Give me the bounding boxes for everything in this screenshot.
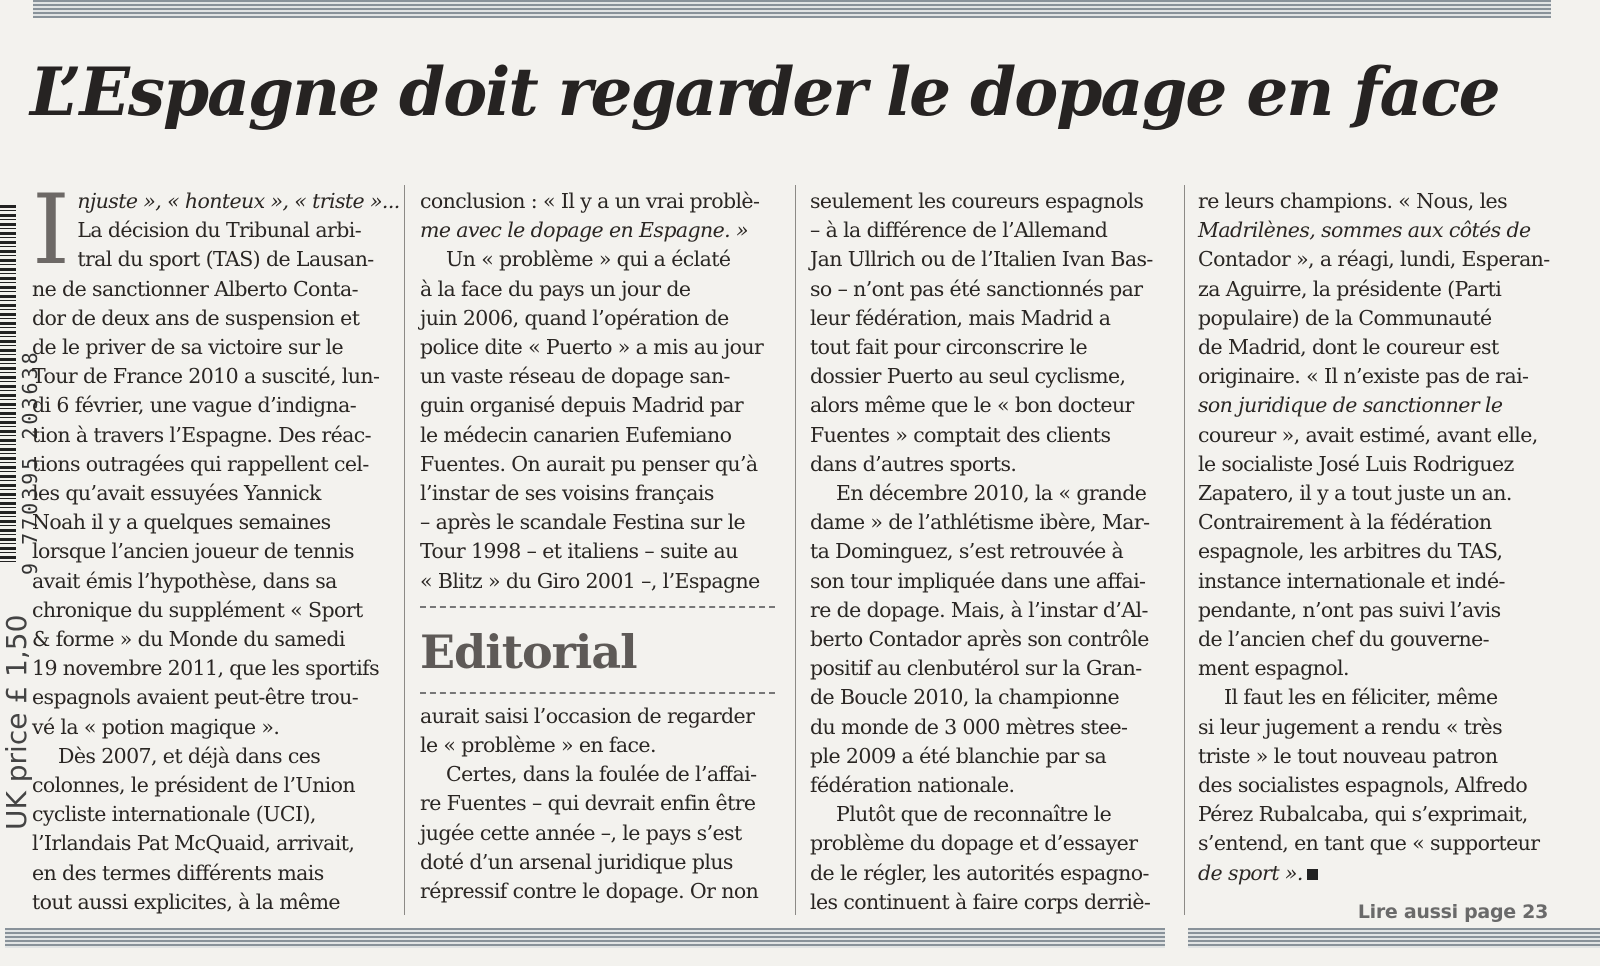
column-divider xyxy=(1184,185,1185,915)
text-line: juin 2006, quand l’opération de xyxy=(420,305,729,330)
dashed-separator xyxy=(420,692,775,694)
text-line: s’entend, en tant que « supporteur xyxy=(1198,831,1540,856)
text-line: Il faut les en féliciter, même xyxy=(1224,685,1498,710)
text-line: di 6 février, une vague d’indigna- xyxy=(32,393,357,418)
text-line: Dès 2007, et déjà dans ces xyxy=(58,743,321,768)
text-line: chronique du supplément « Sport xyxy=(32,597,363,622)
text-line: coureur », avait estimé, avant elle, xyxy=(1198,422,1538,447)
text-line: positif au clenbutérol sur la Gran- xyxy=(810,656,1142,681)
text-line: re de dopage. Mais, à l’instar d’Al- xyxy=(810,597,1148,622)
text-line: son tour impliquée dans une affai- xyxy=(810,568,1146,593)
text-line: fédération nationale. xyxy=(810,773,1015,798)
text-line: Tour 1998 – et italiens – suite au xyxy=(420,539,738,564)
text-line: La décision du Tribunal arbi- xyxy=(77,218,362,243)
text-line: triste » le tout nouveau patron xyxy=(1198,743,1498,768)
text-line: les qu’avait essuyées Yannick xyxy=(32,481,321,506)
text-line: dossier Puerto au seul cyclisme, xyxy=(810,364,1126,389)
text-line: colonnes, le président de l’Union xyxy=(32,773,355,798)
text-line: tral du sport (TAS) de Lausan- xyxy=(77,247,374,272)
barcode xyxy=(0,195,42,575)
text-line: jugée cette année –, le pays s’est xyxy=(420,820,742,845)
barcode-bars xyxy=(0,205,16,565)
text-line: Un « problème » qui a éclaté xyxy=(446,247,731,272)
text-line: Certes, dans la foulée de l’affai- xyxy=(446,762,757,787)
text-line: l’instar de ses voisins français xyxy=(420,481,714,506)
text-line: espagnols avaient peut-être trou- xyxy=(32,685,359,710)
paragraph xyxy=(420,702,770,760)
article-column-2 xyxy=(420,187,770,906)
text-line: Zapatero, il y a tout juste un an. xyxy=(1198,481,1512,506)
text-line: espagnole, les arbitres du TAS, xyxy=(1198,539,1503,564)
text-line: En décembre 2010, la « grande xyxy=(836,481,1147,506)
text-line: du monde de 3 000 mètres stee- xyxy=(810,714,1128,739)
see-also-link[interactable]: Lire aussi page 23 xyxy=(1357,900,1548,923)
paragraph xyxy=(810,479,1160,800)
text-line: le « problème » en face. xyxy=(420,733,656,758)
text-line: berto Contador après son contrôle xyxy=(810,627,1149,652)
text-line: de Boucle 2010, la championne xyxy=(810,685,1120,710)
paragraph xyxy=(810,800,1160,917)
text-line: les continuent à faire corps derriè- xyxy=(810,889,1151,914)
text-line: problème du dopage et d’essayer xyxy=(810,831,1138,856)
text-line: le médecin canarien Eufemiano xyxy=(420,422,732,447)
text-line: vé la « potion magique ». xyxy=(32,714,280,739)
text-line: seulement les coureurs espagnols xyxy=(810,189,1144,213)
text-line: lorsque l’ancien joueur de tennis xyxy=(32,539,354,564)
text-line: un vaste réseau de dopage san- xyxy=(420,364,730,389)
text-line: – à la différence de l’Allemand xyxy=(810,218,1108,243)
paragraph xyxy=(810,187,1160,479)
text-fragment: de sport ». xyxy=(1198,860,1303,885)
text-line: son juridique de sanctionner le xyxy=(1198,393,1503,418)
paragraph xyxy=(420,245,770,595)
text-line: me avec le dopage en Espagne. » xyxy=(420,218,748,243)
text-line: conclusion : « Il y a un vrai problè- xyxy=(420,189,760,213)
text-line: & forme » du Monde du samedi xyxy=(32,627,345,652)
article-column-4 xyxy=(1198,187,1548,927)
text-line: doté d’un arsenal juridique plus xyxy=(420,849,733,874)
article-column-3 xyxy=(810,187,1160,917)
top-rule-bar xyxy=(33,0,1551,18)
article-column-1 xyxy=(32,174,400,917)
headline: L’Espagne doit regarder le dopage en face xyxy=(30,53,1499,131)
text-line: ment espagnol. xyxy=(1198,656,1349,681)
text-line: si leur jugement a rendu « très xyxy=(1198,714,1503,739)
text-line: leur fédération, mais Madrid a xyxy=(810,305,1111,330)
text-line: re Fuentes – qui devrait enfin être xyxy=(420,791,756,816)
text-line: Tour de France 2010 a suscité, lun- xyxy=(32,364,380,389)
text-line: Pérez Rubalcaba, qui s’exprimait, xyxy=(1198,802,1528,827)
text-line: originaire. « Il n’existe pas de rai- xyxy=(1198,364,1529,389)
text-line: Plutôt que de reconnaître le xyxy=(836,802,1112,827)
bottom-rule-bar xyxy=(5,928,1165,948)
paragraph xyxy=(1198,187,1548,683)
text-line: Contador », a réagi, lundi, Esperan- xyxy=(1198,247,1550,272)
text-line: Contrairement à la fédération xyxy=(1198,510,1492,535)
end-of-article-mark-icon xyxy=(1307,869,1318,880)
text-line: aurait saisi l’occasion de regarder xyxy=(420,703,755,728)
text-line: de le régler, les autorités espagno- xyxy=(810,860,1149,885)
text-line: ta Dominguez, s’est retrouvée à xyxy=(810,539,1124,564)
section-title: Editorial xyxy=(420,624,637,679)
text-line: le socialiste José Luis Rodriguez xyxy=(1198,451,1514,476)
bottom-rule-bar xyxy=(1188,928,1600,948)
text-line: so – n’ont pas été sanctionnés par xyxy=(810,276,1143,301)
text-line: dans d’autres sports. xyxy=(810,451,1017,476)
text-line: dor de deux ans de suspension et xyxy=(32,305,360,330)
text-line: za Aguirre, la présidente (Parti xyxy=(1198,276,1502,301)
text-line: tions outragées qui rappellent cel- xyxy=(32,451,369,476)
column-divider xyxy=(795,185,796,915)
text-line: de le priver de sa victoire sur le xyxy=(32,335,344,360)
text-line: tion à travers l’Espagne. Des réac- xyxy=(32,422,371,447)
text-line: dame » de l’athlétisme ibère, Mar- xyxy=(810,510,1150,535)
text-line: Madrilènes, sommes aux côtés de xyxy=(1198,218,1531,243)
text-line: re leurs champions. « Nous, les xyxy=(1198,189,1507,213)
text-line: Fuentes » comptait des clients xyxy=(810,422,1111,447)
text-line: njuste », « honteux », « triste »... xyxy=(77,189,400,213)
text-line: – après le scandale Festina sur le xyxy=(420,510,746,535)
text-line: de Madrid, dont le coureur est xyxy=(1198,335,1499,360)
text-line: tout fait pour circonscrire le xyxy=(810,335,1087,360)
text-line: pendante, n’ont pas suivi l’avis xyxy=(1198,597,1501,622)
text-line: 19 novembre 2011, que les sportifs xyxy=(32,656,380,681)
drop-cap: I xyxy=(32,174,70,286)
text-line: des socialistes espagnols, Alfredo xyxy=(1198,773,1528,798)
text-line: l’Irlandais Pat McQuaid, arrivait, xyxy=(32,831,355,856)
text-line: guin organisé depuis Madrid par xyxy=(420,393,744,418)
paragraph xyxy=(32,771,382,917)
text-line: ne de sanctionner Alberto Conta- xyxy=(32,276,358,301)
text-line: de l’ancien chef du gouverne- xyxy=(1198,627,1489,652)
paragraph xyxy=(32,174,400,742)
text-line: police dite « Puerto » a mis au jour xyxy=(420,335,764,360)
paragraph xyxy=(420,760,770,906)
text-line: tout aussi explicites, à la même xyxy=(32,889,340,914)
text-line: populaire) de la Communauté xyxy=(1198,305,1492,330)
text-line: ple 2009 a été blanchie par sa xyxy=(810,743,1107,768)
text-line: Noah il y a quelques semaines xyxy=(32,510,331,535)
text-line xyxy=(1198,859,1548,888)
column-divider xyxy=(404,185,405,915)
paragraph xyxy=(32,742,382,771)
text-line: répressif contre le dopage. Or non xyxy=(420,879,759,904)
text-line: Jan Ullrich ou de l’Italien Ivan Bas- xyxy=(810,247,1153,272)
text-line: instance internationale et indé- xyxy=(1198,568,1505,593)
price-label: UK price £ 1,50 xyxy=(0,614,33,830)
text-line: cycliste internationale (UCI), xyxy=(32,802,316,827)
text-line: alors même que le « bon docteur xyxy=(810,393,1134,418)
barcode-digits: 9 770395 203638 xyxy=(18,349,42,575)
text-line: à la face du pays un jour de xyxy=(420,276,691,301)
text-line: Fuentes. On aurait pu penser qu’à xyxy=(420,451,758,476)
paragraph xyxy=(1198,683,1548,887)
text-line: en des termes différents mais xyxy=(32,860,324,885)
text-line: avait émis l’hypothèse, dans sa xyxy=(32,568,337,593)
dashed-separator xyxy=(420,606,775,608)
text-line: « Blitz » du Giro 2001 –, l’Espagne xyxy=(420,568,760,593)
paragraph xyxy=(420,187,770,245)
